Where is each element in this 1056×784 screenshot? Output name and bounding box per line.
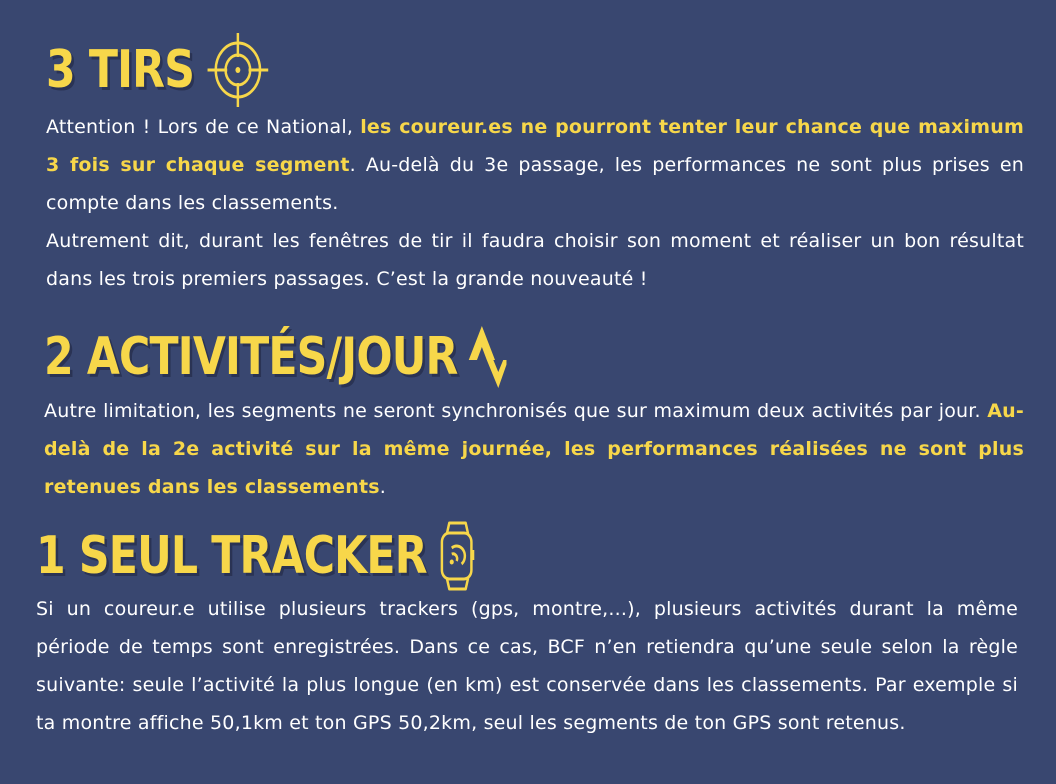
paragraph-limitation — [44, 392, 1024, 506]
section-1-tracker — [36, 516, 1018, 734]
highlight-text: les coureur.es ne pourront tenter leur chance que maximum 3 fois sur chaque segment — [46, 116, 1024, 176]
section-body — [44, 392, 1024, 506]
smartwatch-icon — [437, 520, 478, 592]
section-body — [46, 108, 1024, 298]
paragraph-tracker: Si un coureur.e utilise plusieurs trackers (gps, montre,...), plusieurs activités durant la même période de temps sont enregistrées. Dans ce cas, BCF n’en retiendra qu’une seule selon la règle suivante: seule l’activité la plus longue (en km) est conservée dans les classements. Par exemple si ta montre affiche 50,1km et ton GPS 50,2km, seul les segments de ton GPS sont retenus. — [36, 598, 1018, 734]
text-run: Autre limitation, les segments ne seront synchronisés que sur maximum deux activités par jour. — [44, 400, 988, 422]
paragraph-autrement: Autrement dit, durant les fenêtres de tir il faudra choisir son moment et réaliser un bon résultat dans les trois premiers passages. C’est la grande nouveauté ! — [46, 230, 1024, 290]
crosshair-icon — [204, 29, 271, 111]
section-3-tirs — [46, 30, 1024, 290]
section-title: 1 SEUL TRACKER — [36, 526, 427, 586]
highlight-text: Au-delà de la 2e activité sur la même journée, les performances réalisées ne sont plus retenues dans les classements — [44, 400, 1024, 498]
section-heading — [46, 30, 848, 110]
section-body — [36, 590, 1018, 742]
section-2-activites — [44, 322, 1024, 498]
text-run: . — [379, 476, 387, 498]
section-heading — [36, 516, 841, 596]
strava-logo-icon — [467, 324, 506, 390]
section-title: 3 TIRS — [46, 40, 195, 100]
text-run: Attention ! Lors de ce National, — [46, 116, 361, 138]
text-run: . Au-delà du 3e passage, les performances ne sont plus prises en compte dans les classements. — [46, 154, 1024, 214]
section-title: 2 ACTIVITÉS/JOUR — [44, 327, 458, 387]
paragraph-attention — [46, 108, 1024, 222]
section-heading — [44, 322, 848, 392]
